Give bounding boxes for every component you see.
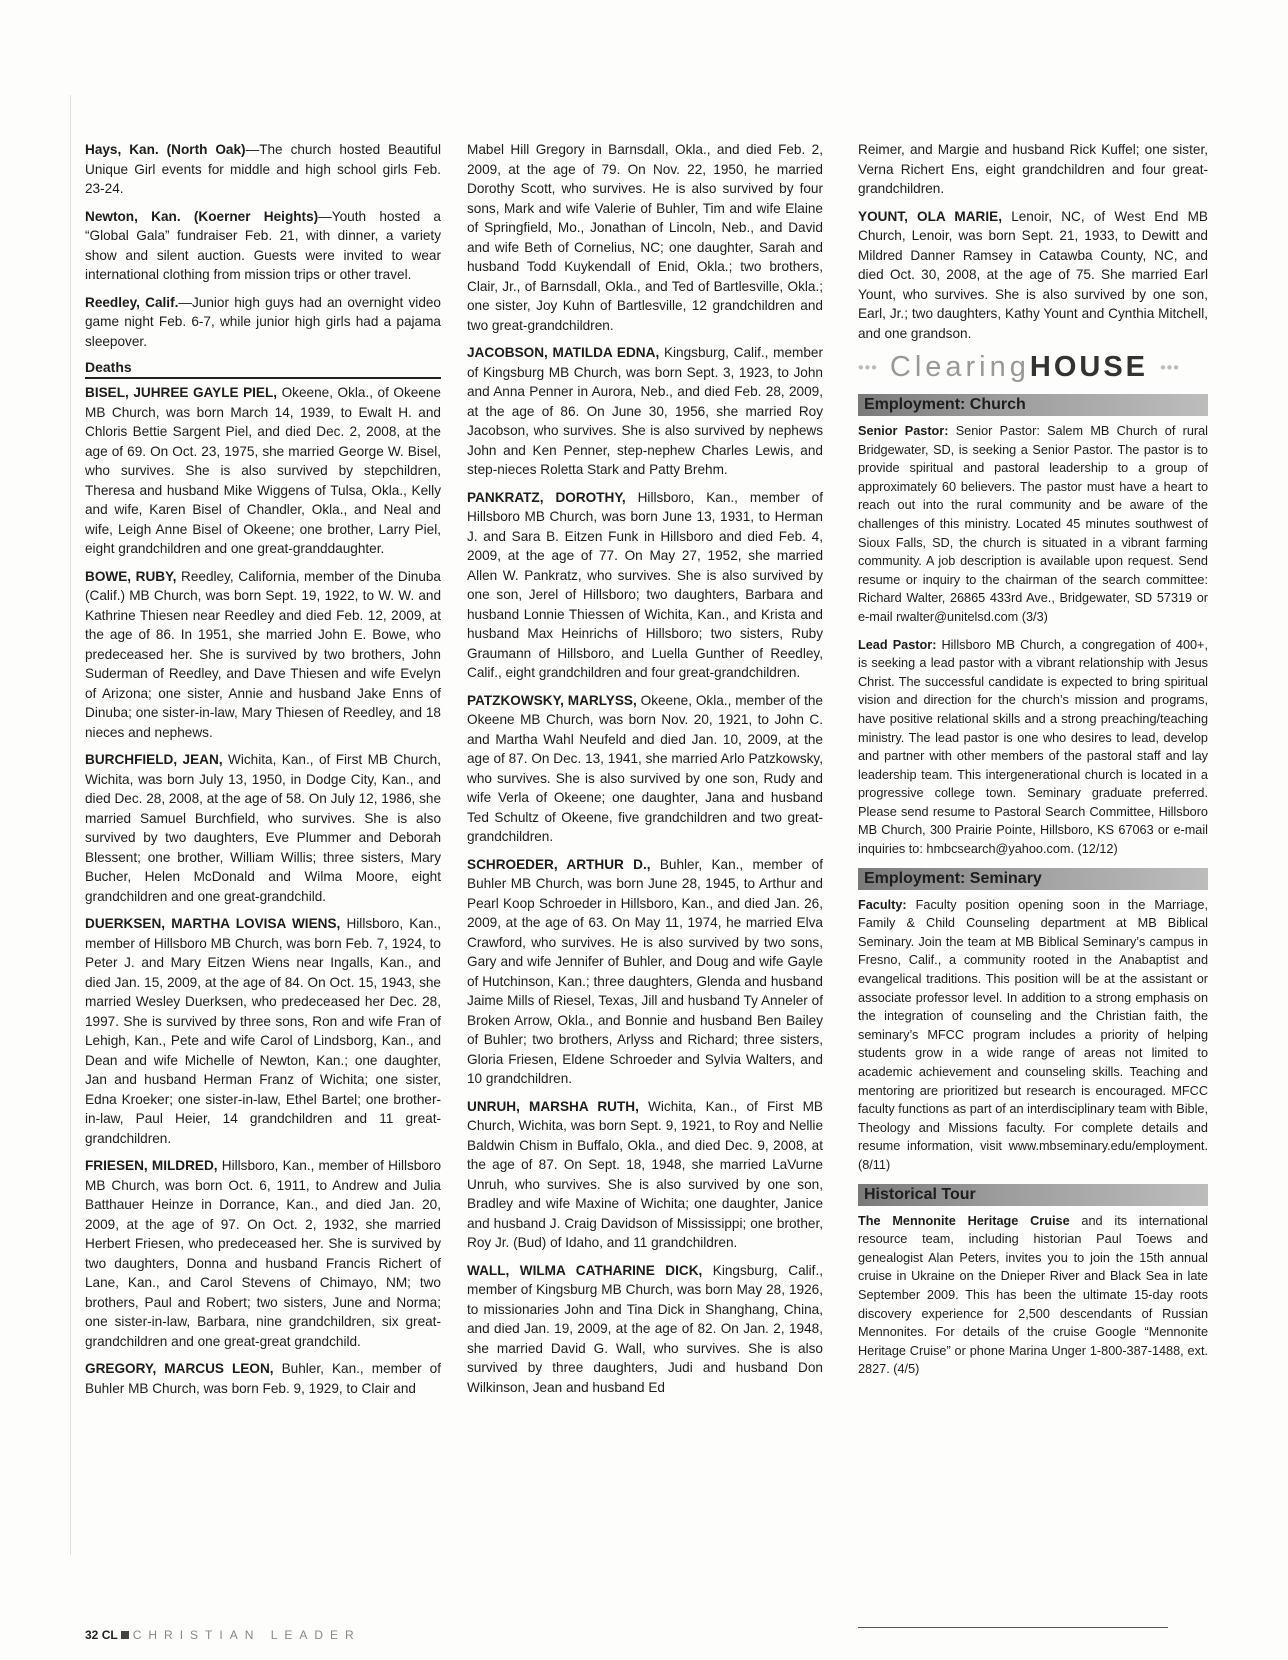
obituary-name: JACOBSON, MATILDA EDNA, xyxy=(467,345,660,360)
obituary-text: Wichita, Kan., of First MB Church, Wichita, was born Sept. 9, 1921, to Roy and Nellie Baldwin Chism in Buffalo, Okla., and died Dec. 9, 2008, at the age of 87. On Sept. 18, 1948, she married LaVurne Unruh, who survives. She is also survived by one son, Bradley and wife Maxine of Wichita; one daughter, Janice and husband J. Craig Davidson of Mississippi; one brother, Roy Jr. (Bud) of Idaho, and 11 grandchildren. xyxy=(467,1098,823,1250)
column-3 xyxy=(858,140,1208,1388)
ad-lead: Senior Pastor: xyxy=(858,424,949,438)
obituary-text: Hillsboro, Kan., member of Hillsboro MB Church, was born Feb. 7, 1924, to Peter J. and Mary Eitzen Wiens near Ingalls, Kan., and died Jan. 15, 2009, at the age of 84. On Oct. 15, 1943, she married Wesley Duerksen, who predeceased her Dec. 28, 1997. She is survived by three sons, Ron and wife Fran of Lehigh, Kan., Pete and wife Carol of Lindsborg, Kan., and Dean and wife Michelle of Newton, Kan.; one daughter, Jan and husband Herman Franz of Wichita; one sister, Edna Kroeker; one sister-in-law, Ethel Bartel; one brother-in-law, Paul Heier, 14 grandchildren and 11 great-grandchildren. xyxy=(85,916,442,1146)
margin-rule xyxy=(70,95,71,1555)
news-head: Hays, Kan. (North Oak) xyxy=(85,142,246,157)
news-head: Reedley, Calif. xyxy=(85,294,179,310)
obituary-name: SCHROEDER, ARTHUR D., xyxy=(467,856,651,872)
section-heading-employment-church: Employment: Church xyxy=(858,394,1208,416)
bottom-rule xyxy=(858,1627,1168,1628)
decorative-dots: ••• xyxy=(858,359,878,377)
obituary-name: PANKRATZ, DOROTHY, xyxy=(467,489,626,505)
obituary-name: WALL, WILMA CATHARINE DICK, xyxy=(467,1262,703,1278)
ad-lead: Lead Pastor: xyxy=(858,637,937,652)
publication-initials: CL xyxy=(101,1628,118,1642)
column-2 xyxy=(467,140,823,1405)
column-1 xyxy=(85,140,441,1406)
obituary xyxy=(85,567,441,743)
obituary-text: Okeene, Okla., of Okeene MB Church, was born March 14, 1939, to Ewalt H. and Chloris Bettie Sargent Piel, and died Dec. 2, 2008, at the age of 69. On Oct. 23, 1975, she married George W. Bisel, who survives. She is also survived by stepchildren, Theresa and husband Mike Wiggens of Tulsa, Okla., Kelly and wife, Karen Bisel of Chandler, Okla., and Neal and wife, Leigh Anne Bisel of Okeene; one brother, Larry Piel, eight grandchildren and one great-granddaughter. xyxy=(85,385,441,556)
news-item xyxy=(85,207,441,285)
obituary xyxy=(467,343,823,480)
obituary-text: Okeene, Okla., member of the Okeene MB Church, was born Nov. 20, 1921, to John C. and Martha Wahl Neufeld and died Jan. 10, 2009, at the age of 87. On Dec. 13, 1941, she married Arlo Patzkowsky, who survives. She is also survived by one son, Rudy and wife Verla of Okeene; one daughter, Jana and husband Ted Schultz of Okeene, five grandchildren and two great-grandchildren. xyxy=(467,692,823,844)
clearinghouse-title-bold: HOUSE xyxy=(1029,351,1149,383)
obituary-name: FRIESEN, MILDRED, xyxy=(85,1158,218,1173)
deaths-heading: Deaths xyxy=(85,359,441,379)
obituary xyxy=(467,488,823,683)
obituary-name: BISEL, JUHREE GAYLE PIEL, xyxy=(85,385,278,400)
obituary xyxy=(85,750,441,906)
ad-text: Faculty position opening soon in the Marriage, Family & Child Counseling department at MB Biblical Seminary. Join the team at MB Biblical Seminary’s campus in Fresno, Calif., a community rooted in the Anabaptist and evangelical traditions. This position will be at the assistant or associate professor level. In addition to a strong emphasis on the integration of counseling and the Christian faith, the seminary’s MFCC program includes a priority of helping students grow in a wide range of areas not limited to academic achievement and counseling skills. Teaching and mentoring are prioritized but research is encouraged. MFCC faculty functions as part of an interdisciplinary team with Bible, Theology and Missions faculty. For complete details and resume information, visit www.mbseminary.edu/employment. (8/11) xyxy=(858,897,1208,1172)
news-text: —The church hosted Beautiful Unique Girl events for middle and high school girls Feb. 23-24. xyxy=(85,142,441,196)
page-number: 32 xyxy=(85,1628,99,1642)
square-mark-icon xyxy=(121,1631,129,1639)
obituary-text: Hillsboro, Kan., member of Hillsboro MB Church, was born June 13, 1931, to Herman J. and Sara B. Eitzen Funk in Hillsboro and died Feb. 4, 2009, at the age of 77. On May 27, 1952, she married Allen W. Pankratz, who survives. She is also survived by one son, Jerel of Hillsboro; two daughters, Barbara and husband Lonnie Thiessen of Wichita, Kan., and Krista and husband Max Heinrichs of Hillsboro; two sisters, Ruby Graumann of Hillsboro, and Luella Gunther of Reedley, Calif., eight grandchildren and four great-grandchildren. xyxy=(467,489,823,680)
ad-lead: Faculty: xyxy=(858,897,907,912)
page-footer xyxy=(85,1628,361,1642)
obituary-text: Kingsburg, Calif., member of Kingsburg MB Church, was born May 28, 1926, to missionaries John and Tina Dick in Shanghang, China, and died Jan. 19, 2009, at the age of 82. On Jan. 2, 1948, she married David G. Wall, who survives. She is also survived by three daughters, Judi and husband Don Wilkinson, Jean and husband Ed xyxy=(467,1262,824,1395)
obituary-name: UNRUH, MARSHA RUTH, xyxy=(467,1098,639,1114)
obituary-name: BOWE, RUBY, xyxy=(85,568,177,584)
clearinghouse-title xyxy=(858,351,1208,384)
decorative-dots: ••• xyxy=(1160,359,1180,377)
ad-text: Senior Pastor: Salem MB Church of rural Bridgewater, SD, is seeking a Senior Pastor. The pastor is to provide spiritual and pastoral leadership to a group of approximately 60 believers. The pastor must have a heart to reach out into the rural community and be aware of the challenges of this ministry. Located 45 minutes southwest of Sioux Falls, SD, the church is situated in a vibrant farming community. A job description is available upon request. Send resume or inquiry to the chairman of the search committee: Richard Walter, 26865 433rd Ave., Bridgewater, SD 57319 or e-mail rwalter@unitelsd.com (3/3) xyxy=(858,424,1208,624)
obituary-name: PATZKOWSKY, MARLYSS, xyxy=(467,692,637,708)
obituary-text: Buhler, Kan., member of Buhler MB Church, was born June 28, 1945, to Arthur and Pearl Koop Schroeder in Hillsboro, Kan., and died Jan. 26, 2009, at the age of 63. On May 11, 1974, he married Elva Crawford, who survives. He is also survived by two sons, Gary and wife Jennifer of Buhler, and Doug and wife Gayle of Hutchinson, Kan.; three daughters, Glenda and husband Jaime Mills of Riesel, Texas, Jill and husband Ty Anneler of Broken Arrow, Okla., and Bonnie and husband Ben Bailey of Buhler; two brothers, Arlyss and Richard; three sisters, Gloria Friesen, Eldene Schroeder and Sylvia Walters, and 10 grandchildren. xyxy=(467,856,823,1086)
obituary xyxy=(467,1097,823,1253)
obituary-name: GREGORY, MARCUS LEON, xyxy=(85,1361,274,1376)
obituary-text: Lenoir, NC, of West End MB Church, Lenoir, was born Sept. 21, 1933, to Dewitt and Mildred Danner Ramsey in Catawba County, NC, and died Oct. 30, 2008, at the age of 75. She married Earl Yount, who survives. She is also survived by one son, Earl, Jr.; two daughters, Kathy Yount and Cynthia Mitchell, and one grandson. xyxy=(858,208,1208,341)
obituary xyxy=(467,855,823,1089)
publication-name: CHRISTIAN LEADER xyxy=(132,1628,361,1642)
classified-ad xyxy=(858,896,1208,1175)
ad-text: Hillsboro MB Church, a congregation of 400+, is seeking a lead pastor with a vibrant relationship with Jesus Christ. The successful candidate is expected to bring spiritual vision and direction for the church’s mission and programs, have positive relational skills and a strong preaching/teaching ministry. The lead pastor is one who desires to lead, develop and partner with other members of the pastoral staff and lay leadership team. This intergenerational church is located in a progressive college town. Seminary graduate preferred. Please send resume to Pastoral Search Committee, Hillsboro MB Church, 300 Prairie Pointe, Hillsboro, KS 67063 or e-mail inquiries to: hmbcsearch@yahoo.com. (12/12) xyxy=(858,637,1208,857)
news-item xyxy=(85,140,441,199)
obituary-name: BURCHFIELD, JEAN, xyxy=(85,752,223,767)
obituary-text: Kingsburg, Calif., member of Kingsburg MB Church, was born Sept. 3, 1923, to John and Anna Penner in Aurora, Neb., and died Feb. 28, 2009, at the age of 86. On June 30, 1956, she married Roy Jacobson, who survives. She is also survived by nephews John and Ken Penner, step-nephew Charles Lewis, and step-nieces Roletta Stark and Patty Brehm. xyxy=(467,345,823,477)
obituary-name: DUERKSEN, MARTHA LOVISA WIENS, xyxy=(85,916,341,931)
classified-ad xyxy=(858,1212,1208,1379)
obituary-text: Hillsboro, Kan., member of Hillsboro MB Church, was born Oct. 6, 1911, to Andrew and Julia Batthauer Heinze in Dorrance, Kan., and died Jan. 20, 2009, at the age of 97. On Oct. 2, 1932, she married Herbert Friesen, who predeceased her. She is survived by two daughters, Donna and husband Francis Richert of Lane, Kan., and Carol Stevens of Chimayo, NM; two brothers, Paul and Robert; two sisters, June and Norma; one sister-in-law, Barbara, nine grandchildren, six great-grandchildren and one great-great grandchild. xyxy=(85,1158,442,1349)
news-text: —Junior high guys had an overnight video game night Feb. 6-7, while junior high girls had a pajama sleepover. xyxy=(85,294,441,349)
classified-ad xyxy=(858,636,1208,859)
news-text: —Youth hosted a “Global Gala” fundraiser Feb. 21, with dinner, a variety show and silent auction. Guests were invited to wear international clothing from mission trips or other travel. xyxy=(85,208,441,282)
classified-ad xyxy=(858,422,1208,627)
section-heading-employment-seminary: Employment: Seminary xyxy=(858,868,1208,890)
obituary-name: YOUNT, OLA MARIE, xyxy=(858,208,1002,224)
obituary-text: Wichita, Kan., of First MB Church, Wichita, was born July 13, 1950, in Dodge City, Kan., and died Dec. 28, 2008, at the age of 58. On July 12, 1986, she married Samuel Burchfield, who survives. She is also survived by two daughters, Eve Plummer and Deborah Blessent; one brother, William Willis; three sisters, Mary Bucher, Helen McDonald and Wilma Moore, eight grandchildren and one great-grandchild. xyxy=(85,752,441,904)
obituary-text: Buhler, Kan., member of Buhler MB Church, was born Feb. 9, 1929, to Clair and xyxy=(85,1361,441,1396)
news-head: Newton, Kan. (Koerner Heights) xyxy=(85,208,319,224)
obituary-continued: Reimer, and Margie and husband Rick Kuffel; one sister, Verna Richert Ens, eight grandchildren and four great-grandchildren. xyxy=(858,142,1208,196)
clearinghouse-title-light: Clearing xyxy=(889,351,1030,383)
obituary xyxy=(85,914,441,1148)
obituary-continued: Mabel Hill Gregory in Barnsdall, Okla., and died Feb. 2, 2009, at the age of 79. On Nov. 22, 1950, he married Dorothy Scott, who survives. He is also survived by four sons, Mark and wife Valerie of Buhler, Tim and wife Elaine of Springfield, Mo., Jonathan of Lincoln, Neb., and David and wife Beth of Cornelius, NC; one daughter, Sarah and husband Todd Kuykendall of Enid, Okla.; two brothers, Clair, Jr., of Barnsdall, Okla., and Ted of Bartlesville, Okla.; one sister, Joy Kuhn of Bartlesville, 12 grandchildren and two great-grandchildren. xyxy=(467,142,823,333)
news-item xyxy=(85,293,441,352)
ad-lead: The Mennonite Heritage Cruise xyxy=(858,1213,1070,1228)
obituary xyxy=(467,691,823,847)
obituary xyxy=(858,207,1208,344)
obituary-text: Reedley, California, member of the Dinuba (Calif.) MB Church, was born Sept. 19, 1922, to W. W. and Kathrine Thiesen near Reedley and died Feb. 12, 2009, at the age of 86. In 1951, she married John E. Bowe, who predeceased her. She is survived by two brothers, John Suderman of Reedley, and Dave Thiesen and wife Evelyn of Arizona; one sister, Annie and husband Jake Enns of Dinuba; one sister-in-law, Mary Thiesen of Reedley, and 18 nieces and nephews. xyxy=(85,568,441,740)
section-heading-historical-tour: Historical Tour xyxy=(858,1184,1208,1206)
ad-text: and its international resource team, including historian Paul Toews and genealogist Alan Peters, invites you to join the 15th annual cruise in Ukraine on the Dnieper River and Black Sea in late September 2009. This has been the ultimate 15-day roots discovery experience for 2,500 descendants of Russian Mennonites. For details of the cruise Google “Mennonite Heritage Cruise” or phone Marina Unger 1-800-387-1488, ext. 2827. (4/5) xyxy=(858,1213,1208,1377)
obituary xyxy=(85,1156,441,1351)
obituary xyxy=(85,1359,441,1398)
obituary xyxy=(85,383,441,559)
obituary xyxy=(467,1261,823,1398)
